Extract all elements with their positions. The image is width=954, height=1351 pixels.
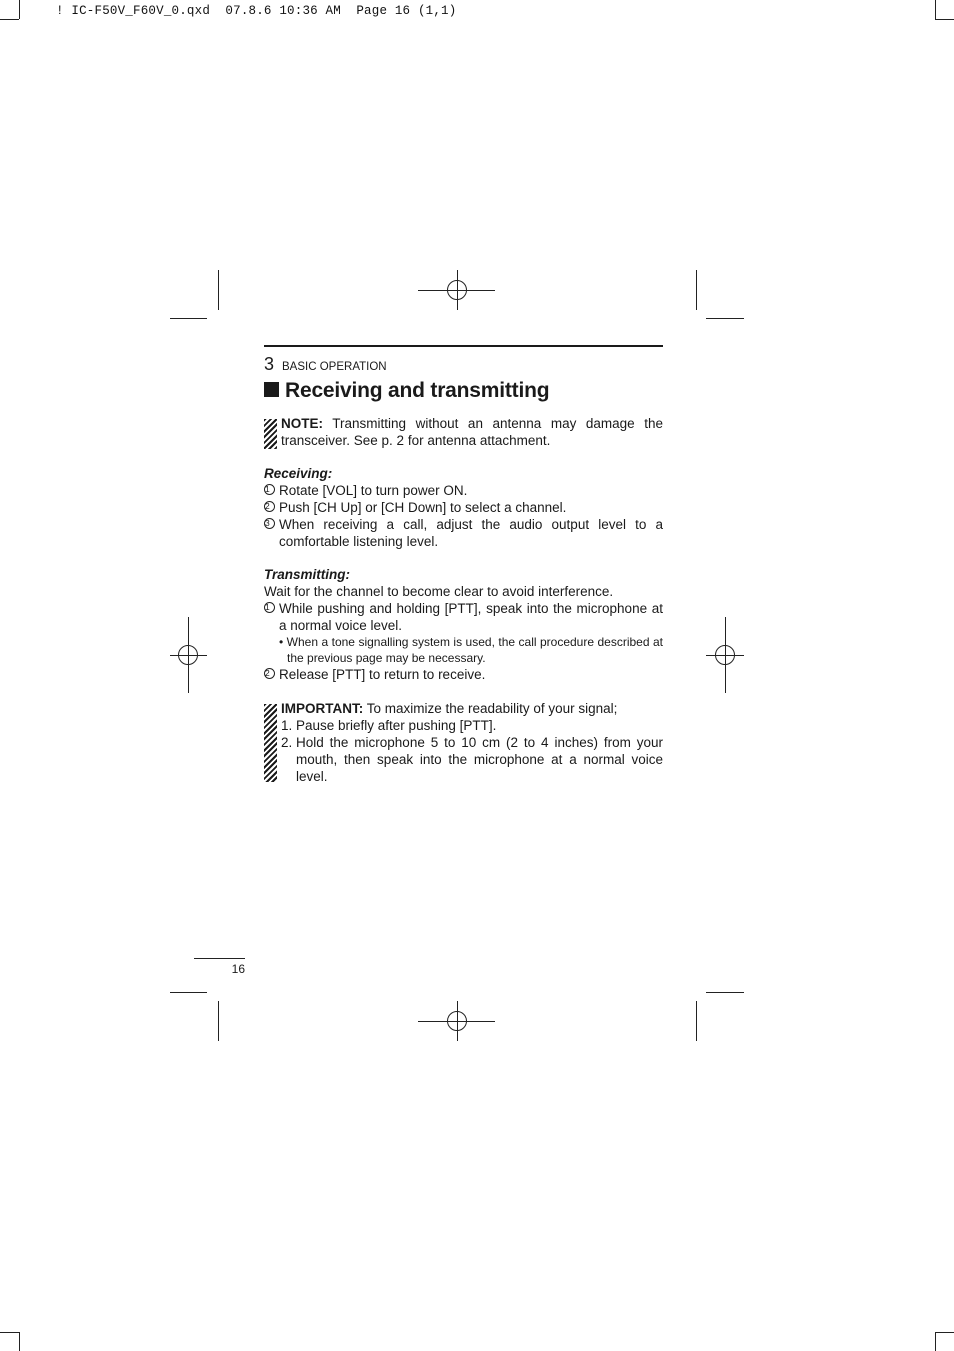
- important-label: IMPORTANT:: [281, 701, 364, 716]
- circled-number: 2: [264, 501, 275, 512]
- section-header: [264, 354, 663, 375]
- page-content: [264, 345, 663, 785]
- important-text: To maximize the readability of your signal;: [363, 701, 618, 716]
- circled-number: 1: [264, 602, 275, 613]
- step-text: Release [PTT] to return to receive.: [279, 667, 486, 682]
- item-text: Pause briefly after pushing [PTT].: [296, 718, 497, 733]
- item-number: 1.: [281, 718, 293, 733]
- transmitting-bullet: • When a tone signalling system is used, the call procedure described at the previous page may be necessary.: [279, 635, 663, 665]
- crop-mark: [170, 318, 207, 319]
- important-line: [281, 700, 663, 717]
- circled-number: 3: [264, 518, 275, 529]
- step-text: While pushing and holding [PTT], speak into the microphone at a normal voice level.: [279, 601, 663, 633]
- crop-mark: [19, 0, 20, 19]
- transmitting-heading: Transmitting:: [264, 567, 351, 582]
- item-number: 2.: [281, 735, 293, 750]
- hatch-icon: [264, 704, 277, 782]
- registration-mark: [447, 280, 467, 300]
- step-text: Push [CH Up] or [CH Down] to select a channel.: [279, 500, 567, 515]
- registration-mark: [178, 645, 198, 665]
- page-title-text: Receiving and transmitting: [285, 379, 550, 402]
- crop-mark: [0, 19, 19, 20]
- page-number: 16: [194, 958, 245, 976]
- important-box: [264, 700, 663, 785]
- header-rule: [264, 345, 663, 347]
- crop-mark: [696, 270, 697, 310]
- crop-mark: [935, 1332, 936, 1351]
- hatch-icon: [264, 419, 277, 449]
- crop-mark: [706, 992, 744, 993]
- square-bullet-icon: [264, 382, 279, 397]
- circled-number: 1: [264, 484, 275, 495]
- crop-mark: [696, 1001, 697, 1041]
- page-title: [264, 379, 663, 403]
- crop-mark: [935, 0, 936, 19]
- crop-mark: [935, 1332, 954, 1333]
- important-item: [281, 717, 663, 734]
- transmitting-step: [264, 600, 663, 634]
- receiving-step: [264, 516, 663, 550]
- transmitting-step: [264, 666, 663, 683]
- registration-mark: [447, 1011, 467, 1031]
- important-item: [281, 734, 663, 785]
- step-text: Rotate [VOL] to turn power ON.: [279, 483, 468, 498]
- crop-mark: [935, 19, 954, 20]
- registration-mark: [715, 645, 735, 665]
- section-label: BASIC OPERATION: [282, 361, 387, 373]
- receiving-step: [264, 499, 663, 516]
- crop-mark: [19, 1332, 20, 1351]
- note-label: NOTE:: [281, 416, 323, 431]
- crop-mark: [0, 1332, 19, 1333]
- transmitting-intro: Wait for the channel to become clear to avoid interference.: [264, 584, 614, 599]
- step-text: When receiving a call, adjust the audio output level to a comfortable listening level.: [279, 517, 663, 549]
- item-text: Hold the microphone 5 to 10 cm (2 to 4 inches) from your mouth, then speak into the microphone at a normal voice level.: [296, 735, 663, 784]
- crop-mark: [706, 318, 744, 319]
- note-text: Transmitting without an antenna may damage the transceiver. See p. 2 for antenna attachment.: [281, 416, 663, 448]
- crop-mark: [170, 992, 207, 993]
- circled-number: 2: [264, 668, 275, 679]
- section-number: 3: [264, 354, 275, 374]
- crop-mark: [218, 270, 219, 310]
- file-slug: ! IC-F50V_F60V_0.qxd 07.8.6 10:36 AM Page 16 (1,1): [56, 4, 457, 18]
- crop-mark: [218, 1001, 219, 1041]
- receiving-step: [264, 482, 663, 499]
- note-box: [264, 415, 663, 449]
- receiving-heading: Receiving:: [264, 466, 333, 481]
